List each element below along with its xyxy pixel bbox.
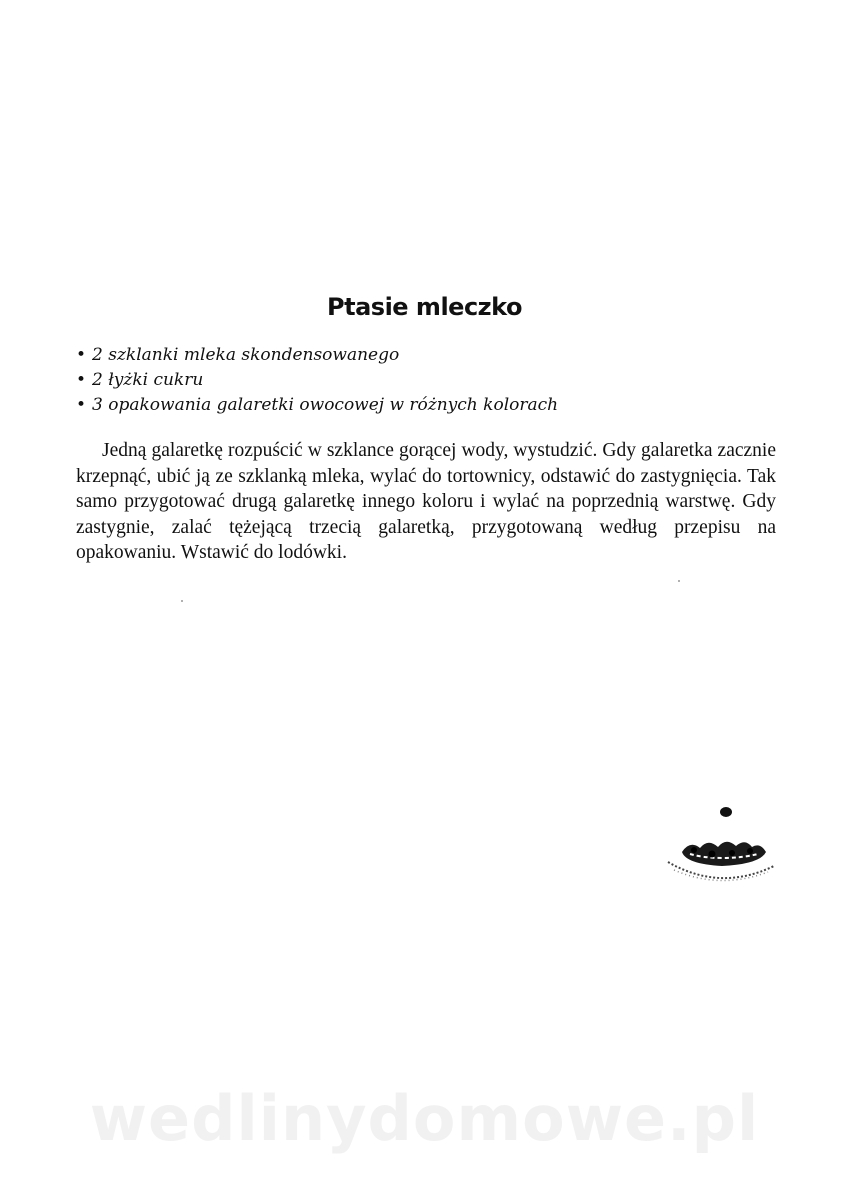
- watermark: wedlinydomowe.pl: [89, 1082, 760, 1155]
- ingredient-text: 3 opakowania galaretki owocowej w różnych kolorach: [92, 395, 559, 415]
- ingredient-text: 2 szklanki mleka skondensowanego: [92, 345, 400, 365]
- recipe-title: Ptasie mleczko: [327, 293, 522, 321]
- bullet-icon: •: [76, 395, 87, 415]
- dessert-plate-icon: [660, 800, 780, 895]
- recipe-instructions: Jedną galaretkę rozpuścić w szklance gorącej wody, wystudzić. Gdy galaretka zacznie krzepnąć, ubić ją ze szklanką mleka, wylać do tortownicy, odstawić do zastygnięcia. Tak samo przygotować drugą galaretkę innego koloru i wylać na poprzednią warstwę. Gdy zastygnie, zalać tężejącą trzecią galaretką, przygotowaną według przepisu na opakowaniu. Wstawić do lodówki.: [76, 440, 776, 564]
- ingredient-item: [76, 343, 558, 368]
- ingredient-text: 2 łyżki cukru: [92, 370, 204, 390]
- ingredient-item: [76, 393, 558, 418]
- print-speck: [678, 580, 680, 582]
- ingredient-list: [76, 343, 558, 418]
- bullet-icon: •: [76, 345, 87, 365]
- ingredient-item: [76, 368, 558, 393]
- print-speck: [181, 600, 183, 602]
- bullet-icon: •: [76, 370, 87, 390]
